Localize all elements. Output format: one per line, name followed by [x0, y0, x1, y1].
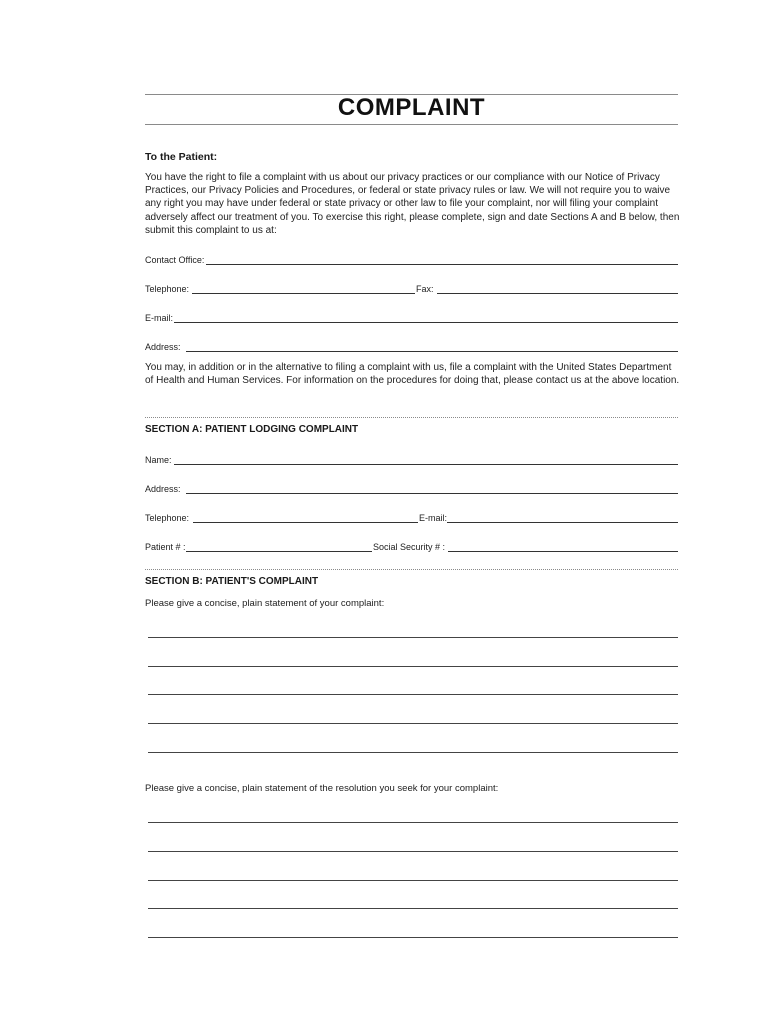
- section-b-divider: [145, 569, 678, 570]
- contact-office-field[interactable]: [206, 264, 678, 265]
- section-a-name-label: Name:: [145, 455, 172, 465]
- contact-telephone-label: Telephone:: [145, 284, 190, 294]
- section-a-ssn-label: Social Security # :: [373, 542, 446, 552]
- complaint-statement-line[interactable]: [148, 694, 678, 695]
- resolution-statement-line[interactable]: [148, 880, 678, 881]
- complaint-statement-line[interactable]: [148, 723, 678, 724]
- section-a-ssn-field[interactable]: [448, 551, 678, 552]
- section-a-address-label: Address:: [145, 484, 181, 494]
- section-a-patient-field[interactable]: [186, 551, 372, 552]
- section-b-heading: SECTION B: PATIENT'S COMPLAINT: [145, 576, 319, 587]
- complaint-statement-prompt: Please give a concise, plain statement of your complaint:: [145, 598, 385, 609]
- section-a-patient-label: Patient # :: [145, 542, 186, 552]
- contact-address-label: Address:: [145, 342, 181, 352]
- section-a-heading: SECTION A: PATIENT LODGING COMPLAINT: [145, 424, 359, 435]
- section-a-email-label: E-mail:: [419, 513, 448, 523]
- contact-office-label: Contact Office:: [145, 255, 205, 265]
- contact-telephone-field[interactable]: [192, 293, 415, 294]
- section-a-address-field[interactable]: [186, 493, 678, 494]
- complaint-statement-line[interactable]: [148, 637, 678, 638]
- resolution-statement-line[interactable]: [148, 851, 678, 852]
- contact-fax-label: Fax:: [416, 284, 434, 294]
- section-a-email-field[interactable]: [447, 522, 678, 523]
- complaint-statement-line[interactable]: [148, 666, 678, 667]
- contact-email-field[interactable]: [174, 322, 678, 323]
- complaint-statement-line[interactable]: [148, 752, 678, 753]
- section-a-telephone-label: Telephone:: [145, 513, 190, 523]
- contact-fax-field[interactable]: [437, 293, 678, 294]
- resolution-statement-prompt: Please give a concise, plain statement of the resolution you seek for your complaint:: [145, 783, 499, 794]
- contact-address-field[interactable]: [186, 351, 678, 352]
- intro-heading: To the Patient:: [145, 151, 218, 163]
- resolution-statement-line[interactable]: [148, 822, 678, 823]
- section-a-name-field[interactable]: [174, 464, 678, 465]
- intro-paragraph: You have the right to file a complaint with us about our privacy practices or our compliance with our Notice of Privacy Practices, our Privacy Policies and Procedures, or federal or state privacy rules or law. We will not require you to waive any right you may have under federal or state privacy or other law to file your complaint, nor will filing your complaint adversely affect our treatment of you. To exercise this right, please complete, sign and date Sections A and B below, then submit this complaint to us at:: [145, 172, 680, 236]
- resolution-statement-line[interactable]: [148, 908, 678, 909]
- section-a-divider: [145, 417, 678, 418]
- section-a-telephone-field[interactable]: [193, 522, 418, 523]
- resolution-statement-line[interactable]: [148, 937, 678, 938]
- page-title: COMPLAINT: [337, 94, 486, 121]
- alternative-paragraph: You may, in addition or in the alternative to filing a complaint with us, file a complaint with the United States Department of Health and Human Services. For information on the procedures for doing that, please contact us at the above location.: [145, 362, 680, 387]
- contact-email-label: E-mail:: [145, 313, 174, 323]
- title-bottom-rule: [145, 124, 678, 125]
